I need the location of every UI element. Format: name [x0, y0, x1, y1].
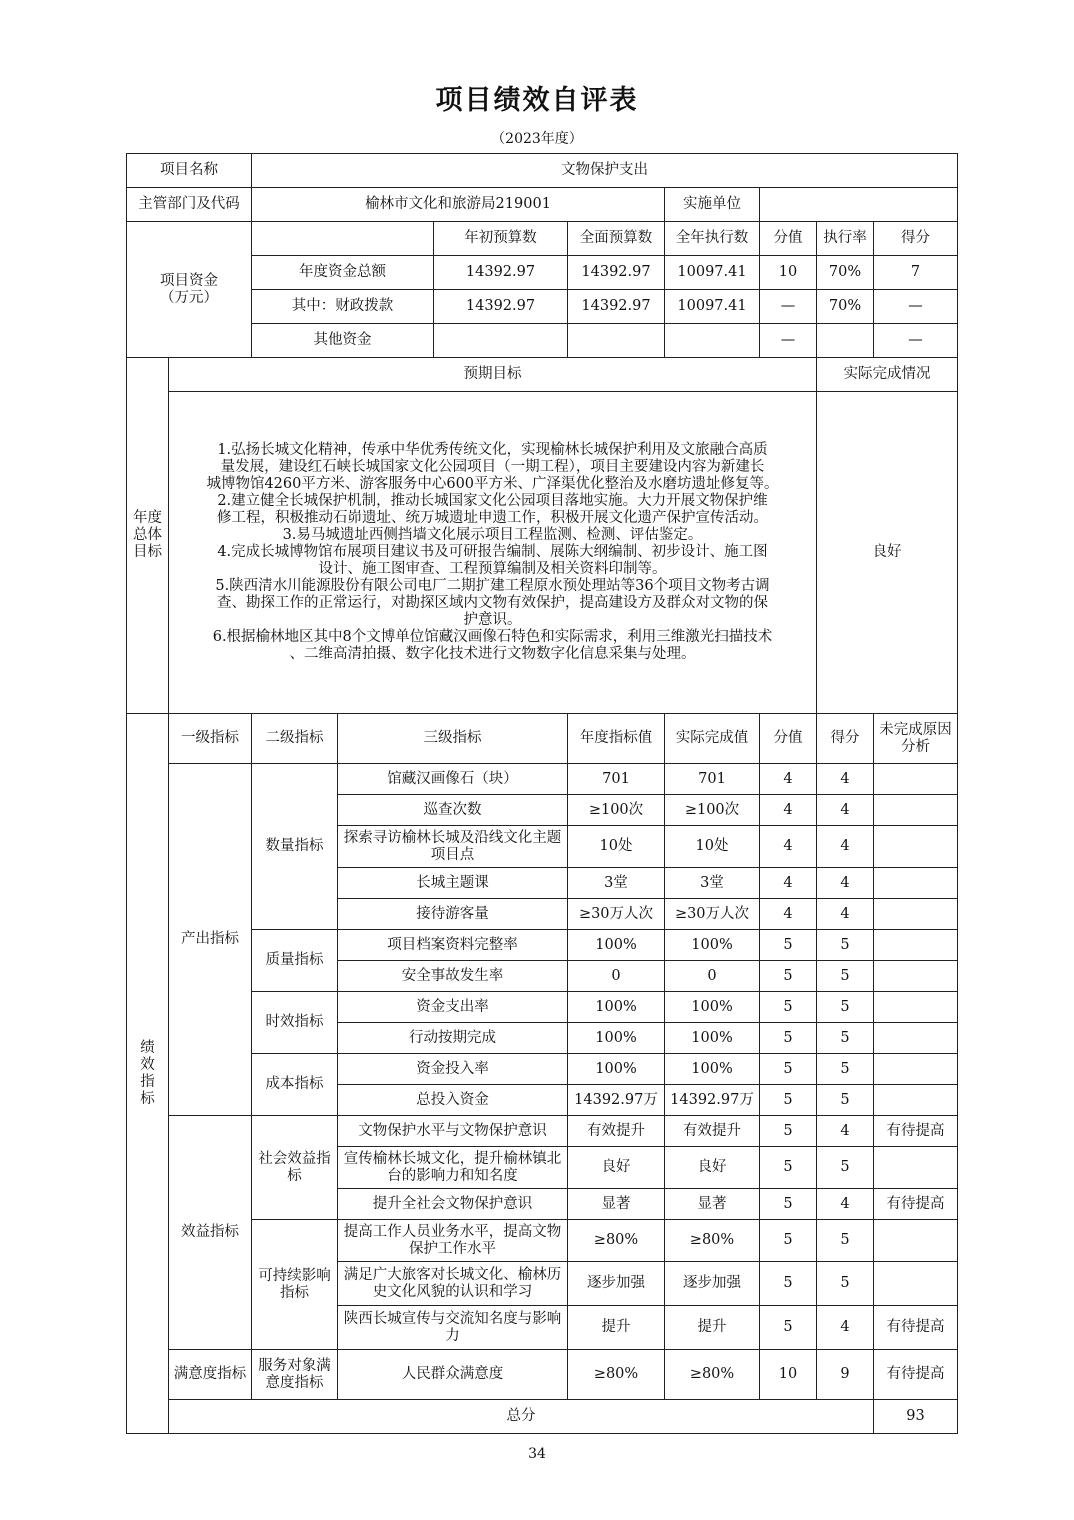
- indicator-weight: 10: [760, 1350, 817, 1400]
- level3-indicator: 陕西长城宣传与交流知名度与影响力: [338, 1306, 568, 1350]
- total-row: [127, 1400, 958, 1434]
- annual-target-value: 100%: [568, 930, 665, 961]
- goal-line: 6.根据榆林地区其中8个文博单位馆藏汉画像石特色和实际需求，利用三维激光扫描技术: [212, 629, 773, 645]
- total-score: 93: [874, 1400, 958, 1434]
- annual-target-value: ≥80%: [568, 1350, 665, 1400]
- indicator-header: 未完成原因分析: [874, 714, 958, 764]
- project-name-label: 项目名称: [127, 154, 252, 188]
- actual-completion: 100%: [665, 992, 760, 1023]
- actual-completion: 3堂: [665, 868, 760, 899]
- indicator-row: [127, 1116, 958, 1147]
- actual-completion: 有效提升: [665, 1116, 760, 1147]
- indicator-score: 5: [817, 961, 874, 992]
- indicator-score: 4: [817, 1189, 874, 1220]
- funds-header: 全年执行数: [665, 222, 760, 256]
- level3-indicator: 总投入资金: [338, 1085, 568, 1116]
- indicator-score: 5: [817, 1023, 874, 1054]
- level3-indicator: 资金投入率: [338, 1054, 568, 1085]
- indicator-header: 一级指标: [169, 714, 252, 764]
- indicator-weight: 5: [760, 1189, 817, 1220]
- indicator-weight: 5: [760, 1023, 817, 1054]
- indicator-score: 9: [817, 1350, 874, 1400]
- indicator-weight: 5: [760, 1054, 817, 1085]
- indicator-score: 4: [817, 1306, 874, 1350]
- indicator-weight: 5: [760, 1147, 817, 1189]
- goals-side-label: [127, 358, 169, 714]
- indicator-header: 分值: [760, 714, 817, 764]
- indicator-score: 4: [817, 868, 874, 899]
- annual-target-value: ≥100次: [568, 795, 665, 826]
- goal-line: 城博物馆4260平方米、游客服务中心600平方米、广泽渠优化整治及水磨坊遗址修复等。: [206, 476, 779, 492]
- level2-indicator: 数量指标: [252, 764, 338, 930]
- indicator-weight: 5: [760, 992, 817, 1023]
- department-label: 主管部门及代码: [127, 188, 252, 222]
- incomplete-reason: [874, 899, 958, 930]
- actual-completion: ≥80%: [665, 1220, 760, 1262]
- funds-score: —: [874, 290, 958, 324]
- level2-indicator: 社会效益指标: [252, 1116, 338, 1220]
- goal-line: 查、勘探工作的正常运行，对勘探区域内文物有效保护，提高建设方及群众对文物的保: [217, 595, 768, 611]
- indicator-score: 5: [817, 1220, 874, 1262]
- actual-completion: 14392.97万: [665, 1085, 760, 1116]
- implementing-unit-value: [760, 188, 958, 222]
- incomplete-reason: 有待提高: [874, 1189, 958, 1220]
- funds-row-label: 年度资金总额: [252, 256, 434, 290]
- goal-line: 、二维高清拍摄、数字化技术进行文物数字化信息采集与处理。: [289, 646, 696, 662]
- department-value: 榆林市文化和旅游局219001: [252, 188, 665, 222]
- level2-indicator: 服务对象满意度指标: [252, 1350, 338, 1400]
- actual-completion: 701: [665, 764, 760, 795]
- indicator-row: [127, 930, 958, 961]
- funds-header: 年初预算数: [434, 222, 568, 256]
- indicator-row: [127, 992, 958, 1023]
- annual-target-value: 10处: [568, 826, 665, 868]
- incomplete-reason: [874, 1262, 958, 1306]
- indicator-header: 二级指标: [252, 714, 338, 764]
- annual-target-value: 逐步加强: [568, 1262, 665, 1306]
- funds-score-value: 10: [760, 256, 817, 290]
- incomplete-reason: [874, 868, 958, 899]
- level3-indicator: 安全事故发生率: [338, 961, 568, 992]
- actual-completion: 100%: [665, 1054, 760, 1085]
- actual-completion: 逐步加强: [665, 1262, 760, 1306]
- actual-completion-header: 实际完成情况: [817, 358, 958, 392]
- incomplete-reason: [874, 1054, 958, 1085]
- level3-indicator: 行动按期完成: [338, 1023, 568, 1054]
- funds-score-value: —: [760, 290, 817, 324]
- indicator-weight: 5: [760, 1262, 817, 1306]
- funds-row-label: 其他资金: [252, 324, 434, 358]
- indicator-weight: 5: [760, 1116, 817, 1147]
- funds-header-empty: [252, 222, 434, 256]
- funds-executed: 10097.41: [665, 290, 760, 324]
- goals-side-label-text: 年度总体目标: [133, 510, 162, 560]
- incomplete-reason: [874, 1085, 958, 1116]
- actual-completion: ≥100次: [665, 795, 760, 826]
- annual-target-value: 14392.97万: [568, 1085, 665, 1116]
- level3-indicator: 提高工作人员业务水平，提高文物保护工作水平: [338, 1220, 568, 1262]
- funds-label-text: 项目资金（万元）: [160, 272, 218, 306]
- level1-indicator: 满意度指标: [169, 1350, 252, 1400]
- funds-full: 14392.97: [568, 256, 665, 290]
- annual-target-value: 良好: [568, 1147, 665, 1189]
- indicator-weight: 5: [760, 1220, 817, 1262]
- annual-target-value: ≥80%: [568, 1220, 665, 1262]
- annual-target-value: 100%: [568, 992, 665, 1023]
- funds-row-label: 其中：财政拨款: [252, 290, 434, 324]
- funds-header: 得分: [874, 222, 958, 256]
- level3-indicator: 资金支出率: [338, 992, 568, 1023]
- indicators-side-label: [127, 714, 169, 1434]
- incomplete-reason: [874, 795, 958, 826]
- page-number: 34: [528, 1446, 546, 1462]
- indicator-score: 5: [817, 1262, 874, 1306]
- annual-target-value: 提升: [568, 1306, 665, 1350]
- level3-indicator: 满足广大旅客对长城文化、榆林历史文化风貌的认识和学习: [338, 1262, 568, 1306]
- level3-indicator: 馆藏汉画像石（块）: [338, 764, 568, 795]
- funds-row: [127, 290, 958, 324]
- indicator-header: 三级指标: [338, 714, 568, 764]
- incomplete-reason: [874, 764, 958, 795]
- annual-target-value: 100%: [568, 1054, 665, 1085]
- indicator-row: [127, 1054, 958, 1085]
- actual-completion-value: 良好: [817, 392, 958, 714]
- incomplete-reason: 有待提高: [874, 1350, 958, 1400]
- funds-rate: [817, 324, 874, 358]
- actual-completion: 显著: [665, 1189, 760, 1220]
- indicator-header: 年度指标值: [568, 714, 665, 764]
- indicator-score: 4: [817, 899, 874, 930]
- level2-indicator: 成本指标: [252, 1054, 338, 1116]
- funds-header: 分值: [760, 222, 817, 256]
- level2-indicator: 可持续影响指标: [252, 1220, 338, 1350]
- funds-initial: 14392.97: [434, 290, 568, 324]
- actual-completion: 10处: [665, 826, 760, 868]
- evaluation-table: [126, 153, 958, 1434]
- actual-completion: 100%: [665, 1023, 760, 1054]
- level3-indicator: 提升全社会文物保护意识: [338, 1189, 568, 1220]
- funds-full: [568, 324, 665, 358]
- level3-indicator: 探索寻访榆林长城及沿线文化主题项目点: [338, 826, 568, 868]
- indicator-weight: 5: [760, 1306, 817, 1350]
- indicator-weight: 5: [760, 930, 817, 961]
- annual-target-value: ≥30万人次: [568, 899, 665, 930]
- indicator-weight: 4: [760, 868, 817, 899]
- annual-target-value: 0: [568, 961, 665, 992]
- indicator-row: [127, 1350, 958, 1400]
- level3-indicator: 文物保护水平与文物保护意识: [338, 1116, 568, 1147]
- incomplete-reason: 有待提高: [874, 1116, 958, 1147]
- indicator-score: 5: [817, 992, 874, 1023]
- level2-indicator: 时效指标: [252, 992, 338, 1054]
- level3-indicator: 长城主题课: [338, 868, 568, 899]
- page-subtitle: （2023年度）: [491, 131, 583, 147]
- level3-indicator: 接待游客量: [338, 899, 568, 930]
- actual-completion: 提升: [665, 1306, 760, 1350]
- indicator-header-row: [127, 714, 958, 764]
- funds-header: 全面预算数: [568, 222, 665, 256]
- level1-indicator: 产出指标: [169, 764, 252, 1116]
- expected-goals-text: [169, 392, 817, 714]
- indicator-score: 5: [817, 1054, 874, 1085]
- actual-completion: ≥30万人次: [665, 899, 760, 930]
- annual-target-value: 3堂: [568, 868, 665, 899]
- indicator-weight: 4: [760, 899, 817, 930]
- annual-target-value: 显著: [568, 1189, 665, 1220]
- level1-indicator: 效益指标: [169, 1116, 252, 1350]
- funds-initial: 14392.97: [434, 256, 568, 290]
- indicator-weight: 4: [760, 764, 817, 795]
- annual-target-value: 701: [568, 764, 665, 795]
- actual-completion: 100%: [665, 930, 760, 961]
- indicator-weight: 4: [760, 826, 817, 868]
- incomplete-reason: [874, 930, 958, 961]
- department-row: [127, 188, 958, 222]
- indicator-score: 4: [817, 764, 874, 795]
- funds-rate: 70%: [817, 256, 874, 290]
- expected-goals-header: 预期目标: [169, 358, 817, 392]
- project-name-value: 文物保护支出: [252, 154, 958, 188]
- funds-header: 执行率: [817, 222, 874, 256]
- annual-target-value: 有效提升: [568, 1116, 665, 1147]
- indicator-weight: 5: [760, 961, 817, 992]
- indicator-score: 5: [817, 1147, 874, 1189]
- goal-line: 量发展，建设红石峡长城国家文化公园项目（一期工程），项目主要建设内容为新建长: [220, 459, 765, 475]
- incomplete-reason: 有待提高: [874, 1306, 958, 1350]
- goal-line: 4.完成长城博物馆布展项目建议书及可研报告编制、展陈大纲编制、初步设计、施工图: [217, 544, 768, 560]
- goals-header-row: [127, 358, 958, 392]
- actual-completion: 良好: [665, 1147, 760, 1189]
- funds-rate: 70%: [817, 290, 874, 324]
- indicators-side-label-text: 绩效指标: [140, 1039, 155, 1107]
- funds-score: 7: [874, 256, 958, 290]
- incomplete-reason: [874, 1220, 958, 1262]
- funds-row: [127, 256, 958, 290]
- funds-score-value: —: [760, 324, 817, 358]
- annual-target-value: 100%: [568, 1023, 665, 1054]
- funds-label: [127, 222, 252, 358]
- total-label: 总分: [169, 1400, 874, 1434]
- indicator-score: 5: [817, 1085, 874, 1116]
- level3-indicator: 巡查次数: [338, 795, 568, 826]
- level3-indicator: 项目档案资料完整率: [338, 930, 568, 961]
- indicator-row: [127, 1220, 958, 1262]
- incomplete-reason: [874, 1147, 958, 1189]
- funds-initial: [434, 324, 568, 358]
- funds-score: —: [874, 324, 958, 358]
- indicator-score: 4: [817, 826, 874, 868]
- page-title: 项目绩效自评表: [435, 85, 639, 116]
- incomplete-reason: [874, 1023, 958, 1054]
- goal-line: 设计、施工图审查、工程预算编制及相关资料印制等。: [318, 561, 667, 577]
- actual-completion: 0: [665, 961, 760, 992]
- funds-header-row: [127, 222, 958, 256]
- indicator-row: [127, 764, 958, 795]
- indicator-weight: 4: [760, 795, 817, 826]
- indicator-score: 4: [817, 1116, 874, 1147]
- goal-line: 5.陕西清水川能源股份有限公司电厂二期扩建工程原水预处理站等36个项目文物考古调: [215, 578, 770, 594]
- actual-completion: ≥80%: [665, 1350, 760, 1400]
- goal-line: 护意识。: [463, 612, 522, 628]
- indicator-score: 5: [817, 930, 874, 961]
- goal-line: 3.易马城遗址西侧挡墙文化展示项目工程监测、检测、评估鉴定。: [282, 527, 703, 543]
- goal-line: 修工程，积极推动石峁遗址、统万城遗址申遗工作，积极开展文化遗产保护宣传活动。: [217, 510, 768, 526]
- incomplete-reason: [874, 961, 958, 992]
- goals-content-row: [127, 392, 958, 714]
- indicator-weight: 5: [760, 1085, 817, 1116]
- project-name-row: [127, 154, 958, 188]
- funds-executed: [665, 324, 760, 358]
- funds-row: [127, 324, 958, 358]
- funds-full: 14392.97: [568, 290, 665, 324]
- indicator-header: 得分: [817, 714, 874, 764]
- implementing-unit-label: 实施单位: [665, 188, 760, 222]
- level3-indicator: 宣传榆林长城文化，提升榆林镇北台的影响力和知名度: [338, 1147, 568, 1189]
- level3-indicator: 人民群众满意度: [338, 1350, 568, 1400]
- goal-line: 2.建立健全长城保护机制，推动长城国家文化公园项目落地实施。大力开展文物保护维: [217, 493, 768, 509]
- incomplete-reason: [874, 992, 958, 1023]
- level2-indicator: 质量指标: [252, 930, 338, 992]
- funds-executed: 10097.41: [665, 256, 760, 290]
- indicator-header: 实际完成值: [665, 714, 760, 764]
- indicator-score: 4: [817, 795, 874, 826]
- incomplete-reason: [874, 826, 958, 868]
- goal-line: 1.弘扬长城文化精神，传承中华优秀传统文化，实现榆林长城保护利用及文旅融合高质: [217, 442, 768, 458]
